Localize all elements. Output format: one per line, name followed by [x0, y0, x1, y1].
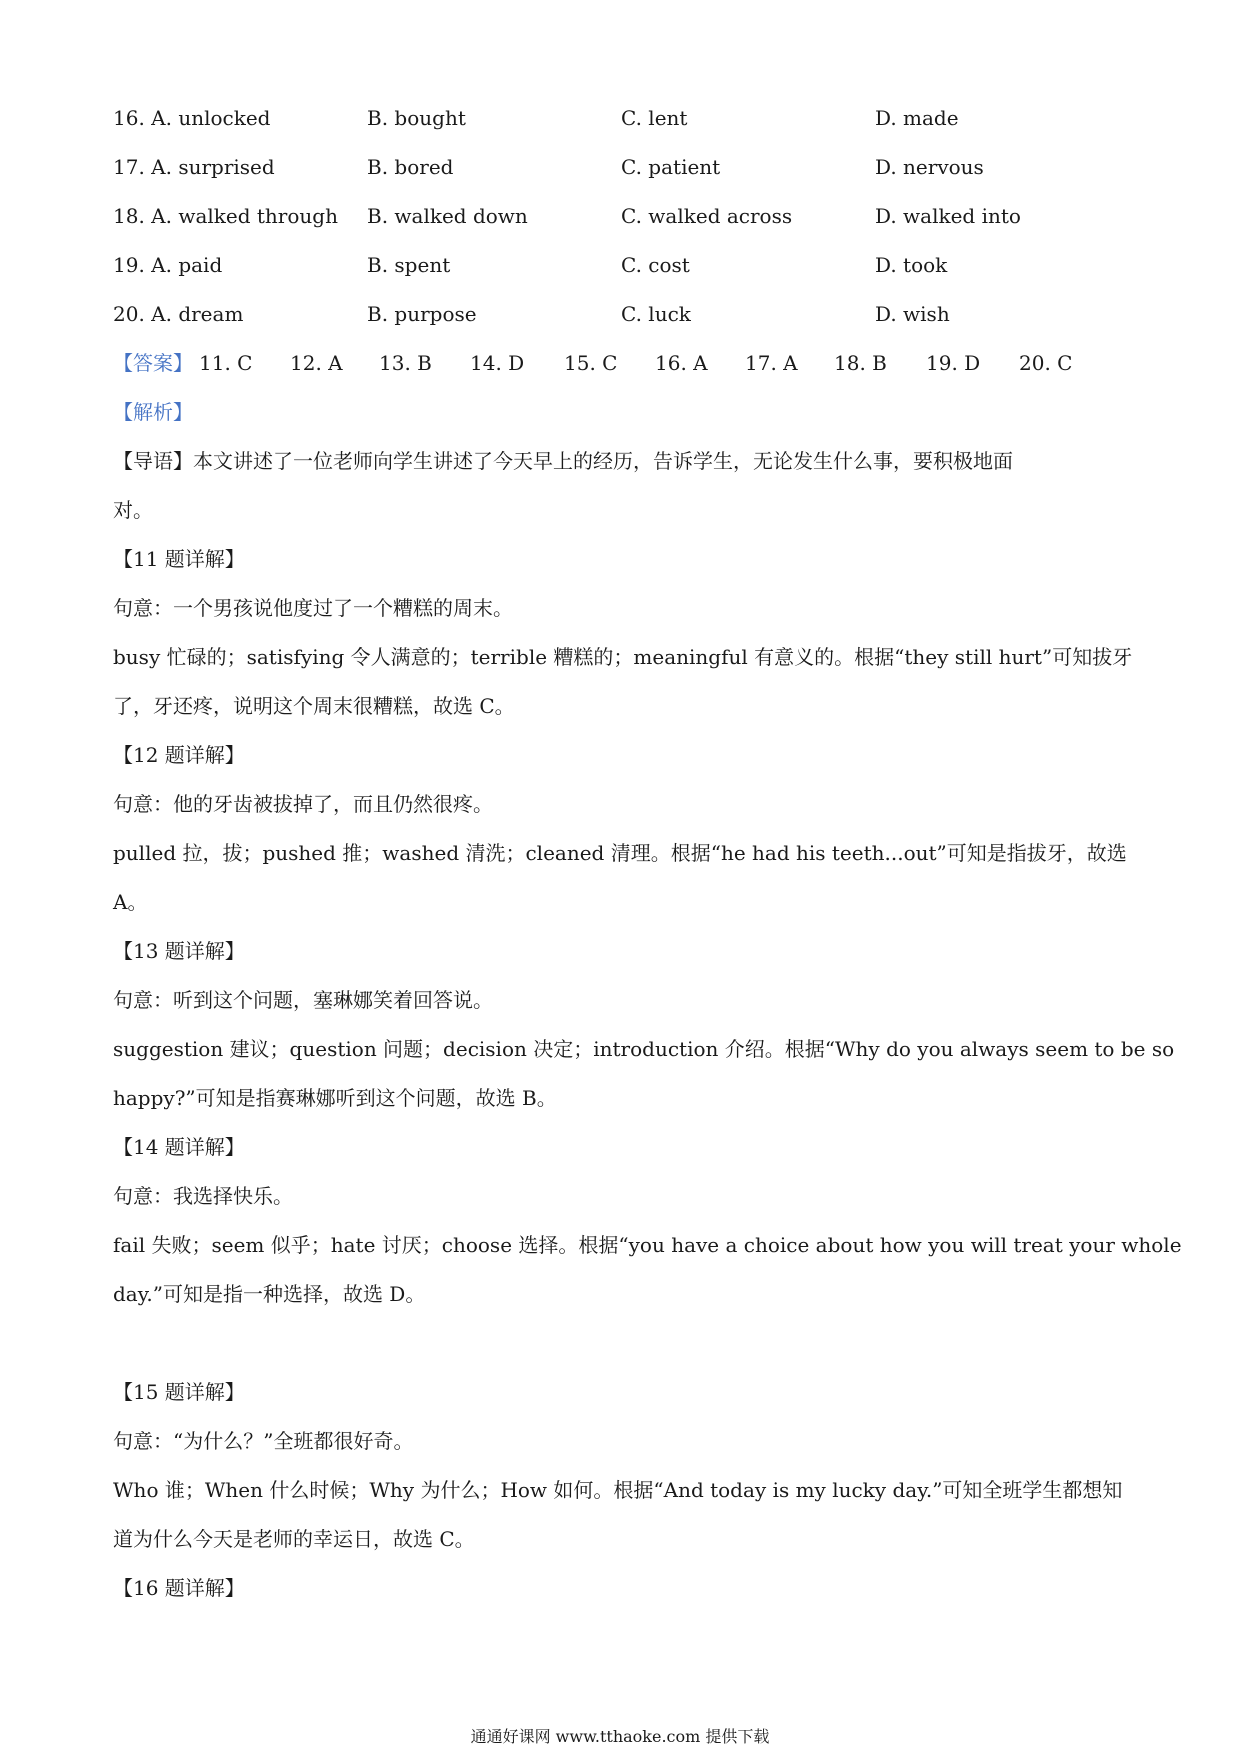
answer-item: 13. B — [379, 351, 432, 375]
option-a: 16. A. unlocked — [113, 106, 271, 130]
option-a: 19. A. paid — [113, 253, 223, 277]
explanation-line: day.”可知是指一种选择，故选 D。 — [113, 1282, 426, 1306]
section-heading: 【12 题详解】 — [113, 743, 245, 767]
explanation-line: Who 谁；When 什么时候；Why 为什么；How 如何。根据“And today is my lucky day.”可知全班学生都想知 — [113, 1478, 1123, 1502]
answer-item: 16. A — [655, 351, 708, 375]
option-d: D. walked into — [875, 204, 1021, 228]
option-a: 18. A. walked through — [113, 204, 338, 228]
option-c: C. lent — [621, 106, 688, 130]
option-c: C. patient — [621, 155, 721, 179]
explanation-line: fail 失败；seem 似乎；hate 讨厌；choose 选择。根据“you have a choice about how you will treat your whole — [113, 1233, 1182, 1257]
option-c: C. walked across — [621, 204, 793, 228]
explanation-line: busy 忙碌的；satisfying 令人满意的；terrible 糟糕的；meaningful 有意义的。根据“they still hurt”可知拔牙 — [113, 645, 1133, 669]
option-c: C. luck — [621, 302, 691, 326]
intro-line: 对。 — [113, 498, 153, 522]
explanation-line: pulled 拉，拔；pushed 推；washed 清洗；cleaned 清理。根据“he had his teeth...out”可知是指拔牙，故选 — [113, 841, 1127, 865]
sentence-meaning: 句意：他的牙齿被拔掉了，而且仍然很疼。 — [113, 792, 493, 816]
intro-line: 【导语】本文讲述了一位老师向学生讲述了今天早上的经历，告诉学生，无论发生什么事，要积极地面 — [113, 449, 1013, 473]
option-d: D. nervous — [875, 155, 984, 179]
option-b: B. bored — [367, 155, 454, 179]
option-b: B. purpose — [367, 302, 477, 326]
section-heading: 【14 题详解】 — [113, 1135, 245, 1159]
option-c: C. cost — [621, 253, 690, 277]
sentence-meaning: 句意：听到这个问题，塞琳娜笑着回答说。 — [113, 988, 493, 1012]
option-d: D. took — [875, 253, 948, 277]
explanation-line: suggestion 建议；question 问题；decision 决定；introduction 介绍。根据“Why do you always seem to be so — [113, 1037, 1175, 1061]
explanation-line: happy?”可知是指赛琳娜听到这个问题，故选 B。 — [113, 1086, 557, 1110]
sentence-meaning: 句意：一个男孩说他度过了一个糟糕的周末。 — [113, 596, 513, 620]
sentence-meaning: 句意：我选择快乐。 — [113, 1184, 293, 1208]
answer-item: 14. D — [470, 351, 525, 375]
answer-item: 17. A — [745, 351, 798, 375]
answer-item: 20. C — [1019, 351, 1073, 375]
answer-item: 11. C — [199, 351, 253, 375]
answer-item: 15. C — [564, 351, 618, 375]
sentence-meaning: 句意：“为什么？”全班都很好奇。 — [113, 1429, 414, 1453]
option-row-19 — [113, 250, 1133, 280]
option-row-20 — [113, 299, 1133, 329]
answer-item: 12. A — [290, 351, 343, 375]
option-a: 20. A. dream — [113, 302, 244, 326]
option-b: B. walked down — [367, 204, 528, 228]
answer-label: 【答案】 — [113, 351, 193, 375]
section-heading: 【13 题详解】 — [113, 939, 245, 963]
section-heading: 【16 题详解】 — [113, 1576, 245, 1600]
explanation-line: 了，牙还疼，说明这个周末很糟糕，故选 C。 — [113, 694, 515, 718]
option-b: B. spent — [367, 253, 451, 277]
explanation-line: 道为什么今天是老师的幸运日，故选 C。 — [113, 1527, 475, 1551]
answer-row — [113, 348, 1133, 378]
answer-item: 18. B — [834, 351, 887, 375]
option-row-17 — [113, 152, 1133, 182]
option-d: D. wish — [875, 302, 950, 326]
answer-item: 19. D — [926, 351, 981, 375]
option-b: B. bought — [367, 106, 466, 130]
explanation-line: A。 — [113, 890, 148, 914]
page-footer: 通通好课网 www.tthaoke.com 提供下载 — [470, 1727, 770, 1746]
option-d: D. made — [875, 106, 959, 130]
option-row-16 — [113, 103, 1133, 133]
section-heading: 【11 题详解】 — [113, 547, 245, 571]
option-a: 17. A. surprised — [113, 155, 275, 179]
section-heading: 【15 题详解】 — [113, 1380, 245, 1404]
option-row-18 — [113, 201, 1133, 231]
analysis-label: 【解析】 — [113, 400, 193, 424]
